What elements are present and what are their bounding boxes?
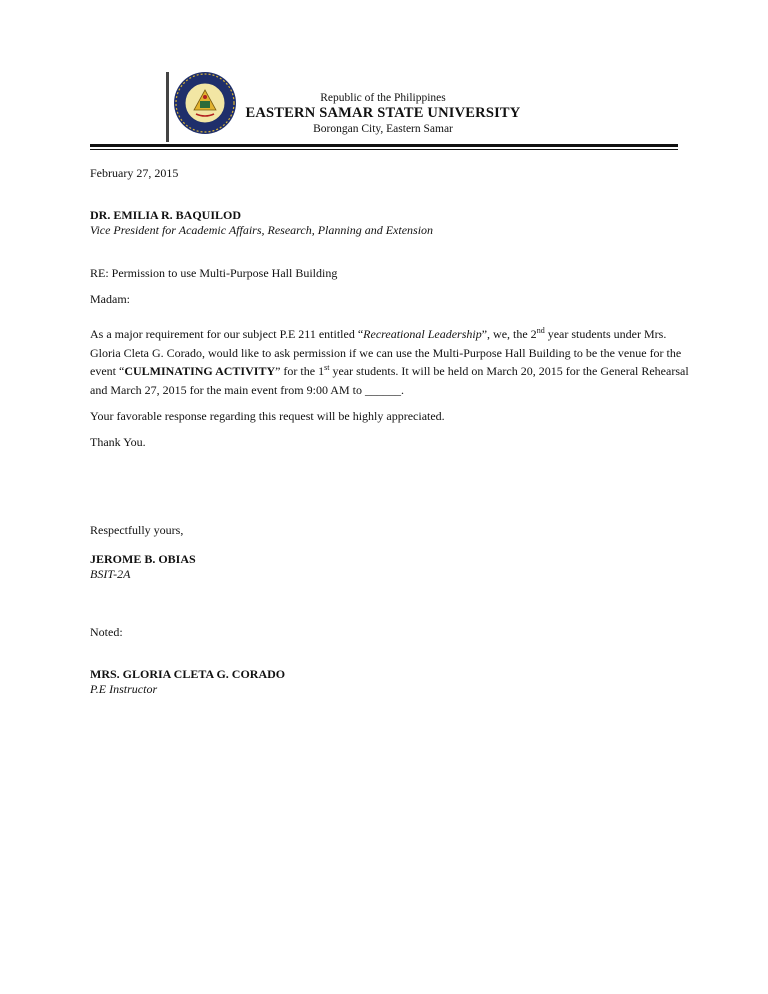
noted-label: Noted: (90, 625, 123, 639)
ordinal-suffix-st: st (324, 363, 330, 372)
university-seal-icon (172, 70, 238, 136)
header-rule (90, 144, 678, 147)
ordinal-suffix-nd: nd (536, 326, 545, 335)
recipient-title: Vice President for Academic Affairs, Research, Planning and Extension (90, 223, 434, 237)
p1-text-e: year students. It will be held on March 20, 2015 for the General Rehearsal and March 27, 2015 for the main event from 9:00 AM to ______. (90, 364, 689, 397)
p1-text-a: As a major requirement for our subject P.E 211 entitled “ (90, 327, 364, 341)
p1-text-b: ”, we, the 2 (481, 327, 537, 341)
salutation: Madam: (90, 292, 130, 306)
header-rule-thin (90, 149, 678, 150)
signatory-name: JEROME B. OBIAS (90, 552, 196, 566)
p1-text-c: year students under Mrs. Gloria Cleta G. Corado, would like to ask permission if we can use the Multi-Purpose Hall Building to be the venue for the event “ (90, 327, 682, 378)
university-location: Borongan City, Eastern Samar (313, 123, 453, 135)
course-title: Recreational Leadership (363, 327, 482, 341)
signatory-role: BSIT-2A (90, 567, 131, 581)
letter-date: February 27, 2015 (90, 166, 179, 180)
university-name: EASTERN SAMAR STATE UNIVERSITY (245, 105, 521, 121)
body-paragraph-2: Your favorable response regarding this request will be highly appreciated. (90, 409, 445, 423)
noted-by-role: P.E Instructor (90, 682, 158, 696)
event-name: CULMINATING ACTIVITY (124, 364, 276, 378)
body-paragraph-3: Thank You. (90, 435, 146, 449)
body-paragraph-1 (90, 325, 690, 399)
recipient-name: DR. EMILIA R. BAQUILOD (90, 208, 242, 222)
noted-by-name: MRS. GLORIA CLETA G. CORADO (90, 667, 286, 681)
closing: Respectfully yours, (90, 523, 184, 537)
letterhead-divider (166, 72, 169, 142)
p1-text-d: ” for the 1 (275, 364, 325, 378)
republic-line: Republic of the Philippines (320, 92, 446, 104)
subject-line: RE: Permission to use Multi-Purpose Hall Building (90, 266, 338, 280)
letterhead (230, 91, 536, 136)
